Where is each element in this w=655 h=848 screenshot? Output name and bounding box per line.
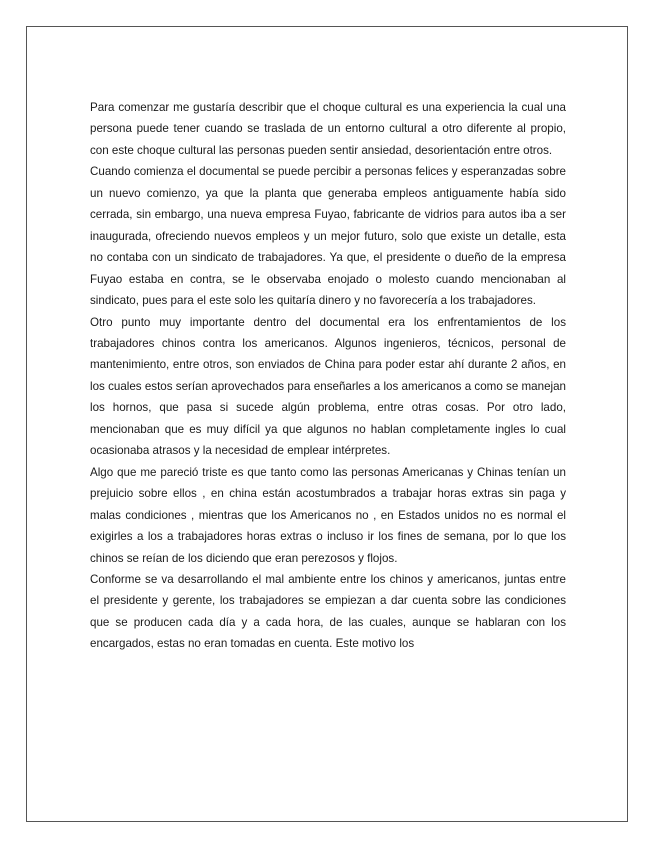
paragraph-prejudice: Algo que me pareció triste es que tanto como las personas Americanas y Chinas tenían un prejuicio sobre ellos , en china están acostumbrados a trabajar horas extras sin paga y malas condiciones , mientras que los Americanos no , en Estados unidos no es normal el exigirles a los a trabajadores horas extras o incluso ir los fines de semana, por lo que los chinos se reían de los diciendo que eran perezosos y flojos. — [90, 465, 566, 565]
paragraph-intro: Para comenzar me gustaría describir que el choque cultural es una experiencia la cual una persona puede tener cuando se traslada de un entorno cultural a otro diferente al propio, con este choque cultural las personas pueden sentir ansiedad, desorientación entre otros. — [90, 101, 566, 157]
paragraph-confrontations: Otro punto muy importante dentro del documental era los enfrentamientos de los trabajadores chinos contra los americanos. Algunos ingenieros, técnicos, personal de mantenimiento, entre otros, son enviados de China para poder estar ahí durante 2 años, en los cuales estos serían aprovechados para enseñarles a los americanos a como se manejan los hornos, que pasa si sucede algún problema, entre otras cosas. Por otro lado, mencionaban que es muy difícil ya que algunos no hablan completamente ingles lo cual ocasionaba atrasos y la necesidad de emplear intérpretes. — [90, 315, 566, 458]
paragraph-bad-environment: Conforme se va desarrollando el mal ambiente entre los chinos y americanos, juntas entre el presidente y gerente, los trabajadores se empiezan a dar cuenta sobre las condiciones que se producen cada día y a cada hora, de las cuales, aunque se hablaran con los encargados, estas no eran tomadas en cuenta. Este motivo los — [90, 572, 566, 651]
paragraph-documentary-start: Cuando comienza el documental se puede percibir a personas felices y esperanzadas sobre un nuevo comienzo, ya que la planta que generaba empleos antiguamente había sido cerrada, sin embargo, una nueva empresa Fuyao, fabricante de vidrios para autos iba a ser inaugurada, ofreciendo nuevos empleos y un mejor futuro, solo que existe un detalle, esta no contaba con un sindicato de trabajadores. Ya que, el presidente o dueño de la empresa Fuyao estaba en contra, se le observaba enojado o molesto cuando mencionaban al sindicato, pues para el este solo les quitaría dinero y no favorecería a los trabajadores. — [90, 165, 566, 308]
document-body — [90, 97, 566, 655]
